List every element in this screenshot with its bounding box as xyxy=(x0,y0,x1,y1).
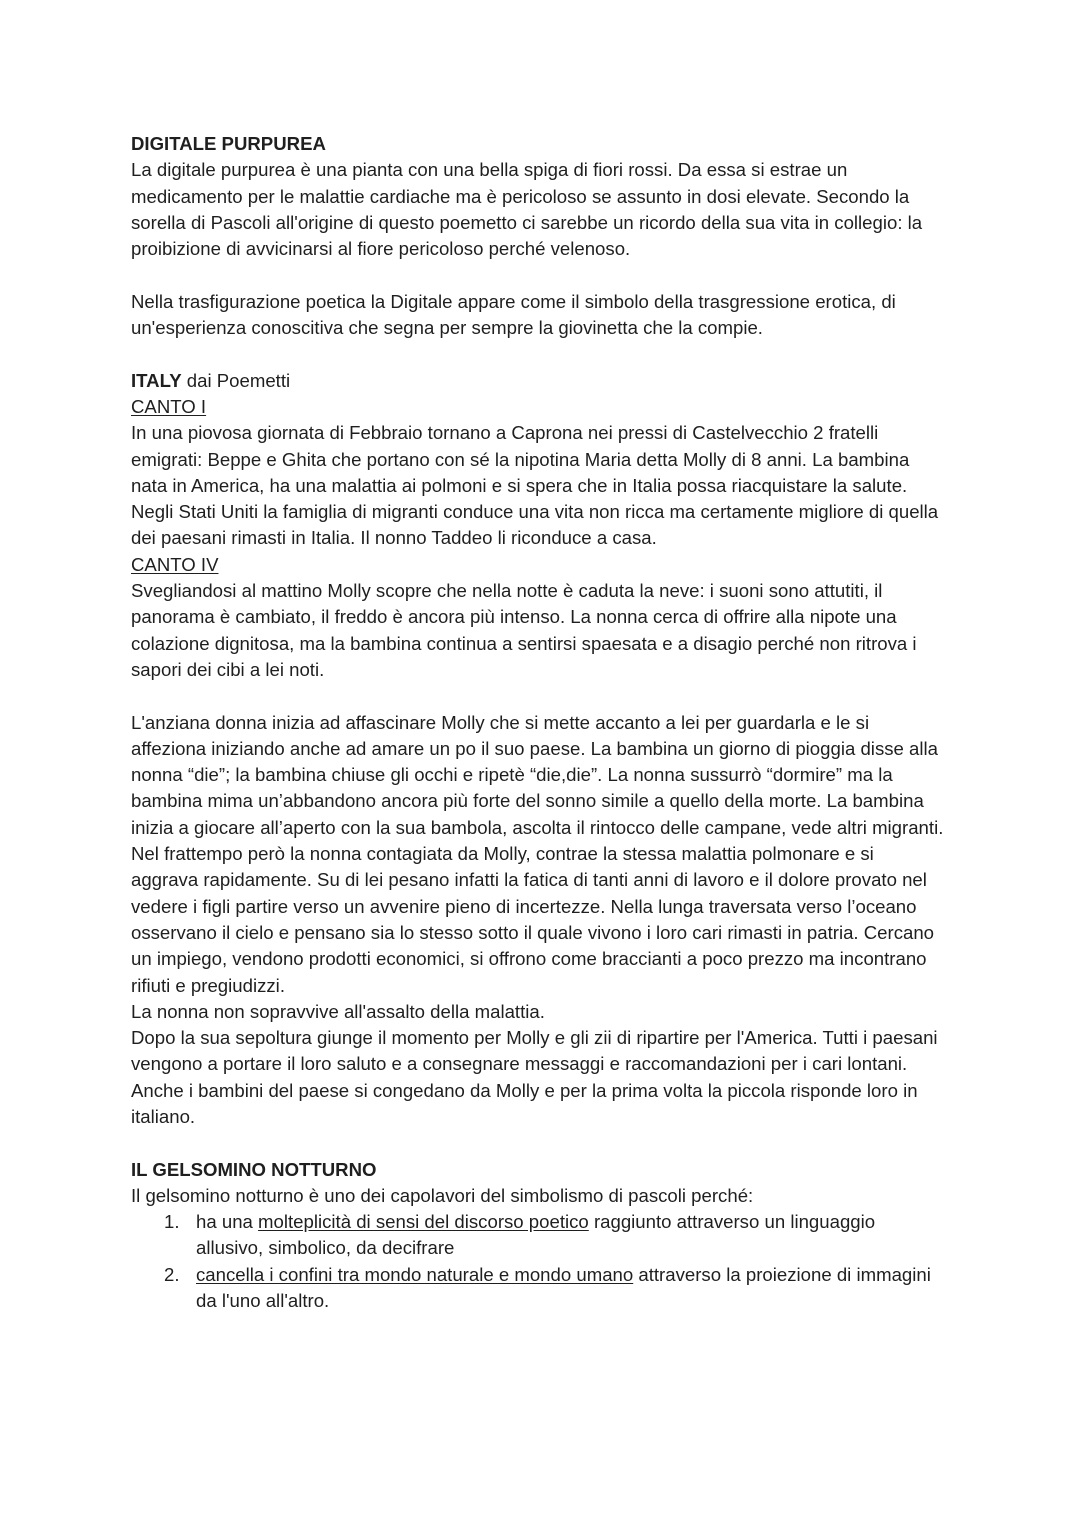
list-item-text-pre: ha una xyxy=(196,1211,259,1233)
paragraph-gelsomino-intro: Il gelsomino notturno è uno dei capolavori del simbolismo di pascoli perché: xyxy=(131,1184,754,1206)
canto-label-1: CANTO I xyxy=(131,395,207,417)
list-item-text-post: raggiunto attraverso un linguaggio allusivo, simbolico, da decifrare xyxy=(196,1211,876,1259)
list-item-text-post: attraverso la proiezione di immagini da l'uno all'altro. xyxy=(196,1263,931,1312)
document-page xyxy=(131,131,946,1314)
list-item-underlined: molteplicità di sensi del discorso poetico xyxy=(258,1211,589,1233)
section-title-digitale: DIGITALE PURPUREA xyxy=(131,133,326,154)
paragraph-canto-1: In una piovosa giornata di Febbraio tornano a Caprona nei pressi di Castelvecchio 2 fratelli emigrati: Beppe e Ghita che portano con sé la nipotina Maria detta Molly di 8 anni. La bambina nata in America, ha una malattia ai polmoni e si spera che in Italia possa riacquistare la salute. Negli Stati Uniti la famiglia di migranti conduce una vita non ricca ma certamente migliore di quella dei paesani rimasti in Italia. Il nonno Taddeo li riconduce a casa. xyxy=(131,422,939,549)
list-item-underlined: cancella i confini tra mondo naturale e mondo umano xyxy=(196,1263,634,1285)
paragraph-molly-story: L'anziana donna inizia ad affascinare Molly che si mette accanto a lei per guardarla e le si affeziona iniziando anche ad amare un po il suo paese. La bambina un giorno di pioggia disse alla nonna “die”; la bambina chiuse gli occhi e ripetè “die,die”. La nonna sussurrò “dormire” ma la bambina mima un’abbandono ancora più forte del sonno simile a quello della morte. La bambina inizia a giocare all’aperto con la sua bambola, ascolta il rintocco delle campane, vede altri migranti. Nel frattempo però la nonna contagiata da Molly, contrae la stessa malattia polmonare e si aggrava rapidamente. Su di lei pesano infatti la fatica di tanti anni di lavoro e il dolore provato nel vedere i figli partire verso un avvenire pieno di incertezze. Nella lunga traversata verso l’oceano osservano il cielo e pensano sia lo stesso sotto il quale vivono i loro cari rimasti in patria. Cercano un impiego, vendono prodotti economici, si offrono come braccianti a poco prezzo ma incontrano rifiuti e pregiudizzi. xyxy=(131,711,944,996)
paragraph-digitale-description: La digitale purpurea è una pianta con una bella spiga di fiori rossi. Da essa si estrae un medicamento per le malattie cardiache ma è pericoloso se assunto in dosi elevate. Secondo la sorella di Pascoli all'origine di questo poemetto ci sarebbe un ricordo della sua vita in collegio: la proibizione di avvicinarsi al fiore pericoloso perché velenoso. xyxy=(131,159,923,260)
section-title-gelsomino: IL GELSOMINO NOTTURNO xyxy=(131,1158,377,1180)
paragraph-spacer xyxy=(131,683,946,709)
paragraph-canto-4: Svegliandosi al mattino Molly scopre che nella notte è caduta la neve: i suoni sono attutiti, il panorama è cambiato, il freddo è ancora più intenso. La nonna cerca di offrire alla nipote una colazione dignitosa, ma la bambina continua a sentirsi spaesata e a disagio perché non ritrova i sapori dei cibi a lei noti. xyxy=(131,580,917,680)
paragraph-digitale-symbolism: Nella trasfigurazione poetica la Digitale appare come il simbolo della trasgressione erotica, di un'esperienza conoscitiva che segna per sempre la giovinetta che la compie. xyxy=(131,290,896,339)
list-item-number: 2. xyxy=(164,1263,180,1285)
section-heading-italy xyxy=(131,368,946,394)
gelsomino-list xyxy=(131,1209,946,1314)
paragraph-spacer xyxy=(131,262,946,288)
section-title-italy: ITALY xyxy=(131,369,182,391)
list-item xyxy=(131,1262,946,1315)
section-subtitle-italy: dai Poemetti xyxy=(181,369,291,391)
paragraph-spacer xyxy=(131,1130,946,1156)
canto-label-4: CANTO IV xyxy=(131,553,219,575)
paragraph-nonna-death: La nonna non sopravvive all'assalto della malattia. xyxy=(131,1000,545,1022)
paragraph-spacer xyxy=(131,341,946,367)
paragraph-return-america: Dopo la sua sepoltura giunge il momento per Molly e gli zii di ripartire per l'America. Tutti i paesani vengono a portare il loro saluto e a consegnare messaggi e raccomandazioni per i cari lontani. Anche i bambini del paese si congedano da Molly e per la prima volta la piccola risponde loro in italiano. xyxy=(131,1027,938,1127)
list-item xyxy=(131,1209,946,1262)
list-item-number: 1. xyxy=(164,1211,180,1233)
